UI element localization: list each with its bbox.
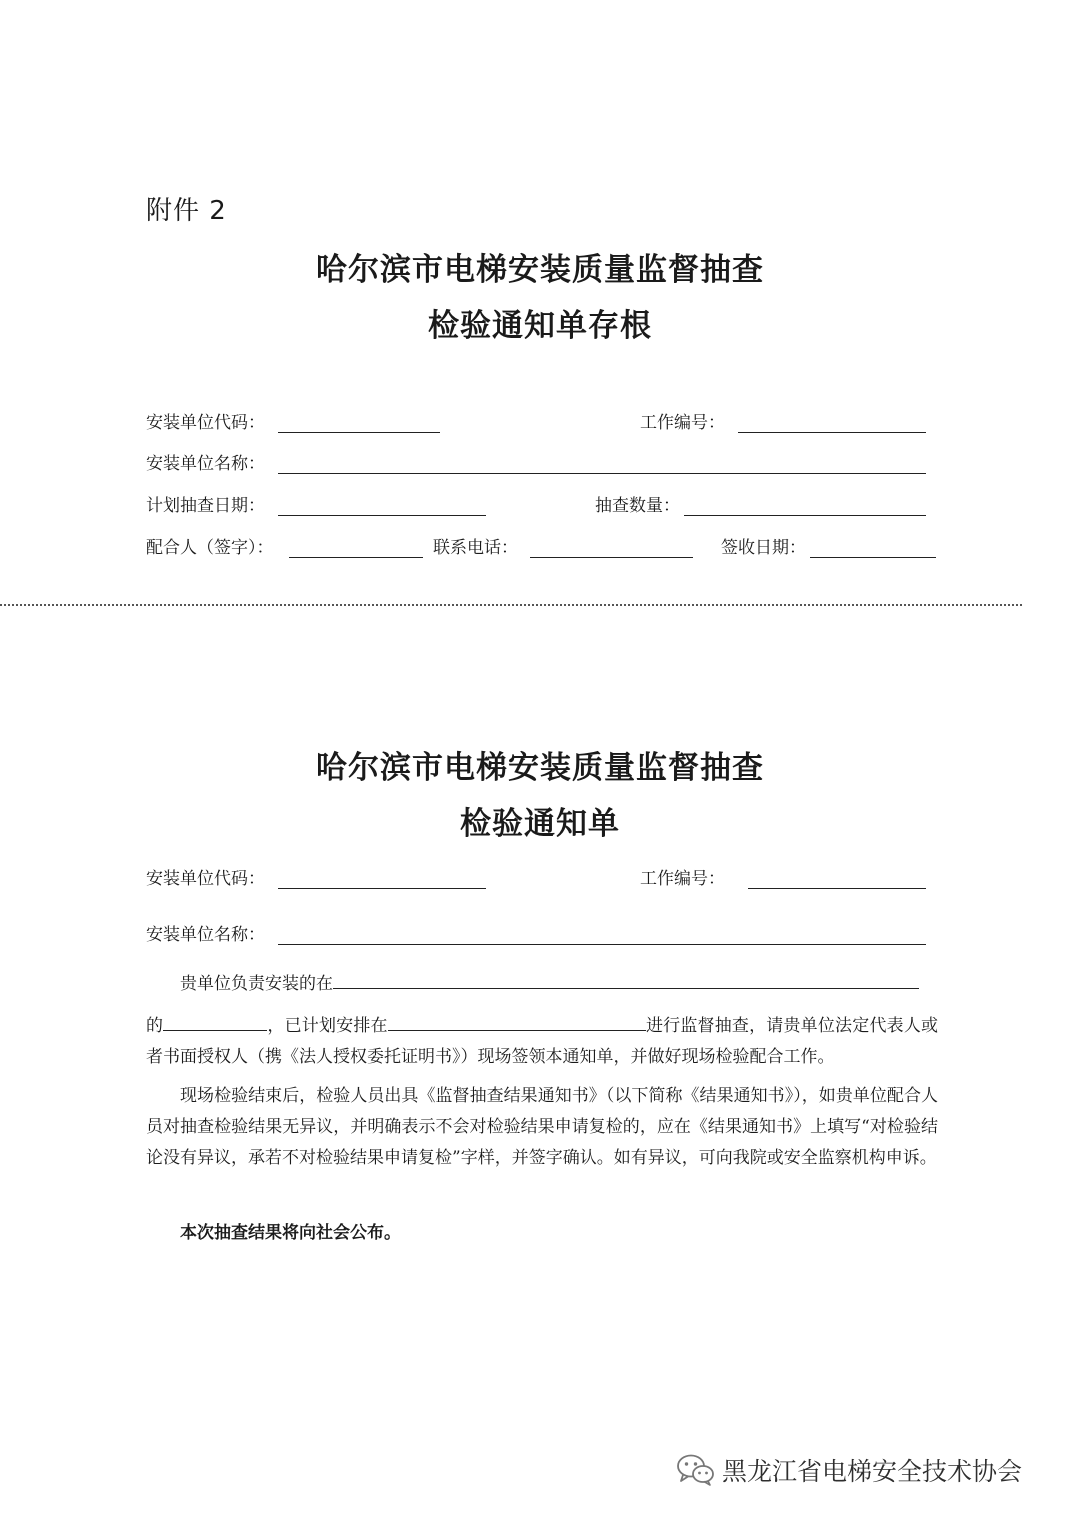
install-unit-name-field[interactable] <box>278 473 926 474</box>
notice-paragraph-1 <box>146 968 938 1000</box>
stub-row-2 <box>146 449 936 479</box>
planned-date-label: 计划抽查日期： <box>146 496 265 516</box>
notice-install-unit-code-field[interactable] <box>278 888 486 889</box>
schedule-date-field[interactable] <box>388 1010 646 1031</box>
install-unit-code-field[interactable] <box>278 432 440 433</box>
stub-row-1 <box>146 408 936 438</box>
contact-phone-field[interactable] <box>530 557 693 558</box>
paragraph-2-text-a: 的 <box>146 1016 164 1036</box>
notice-title-line1: 哈尔滨市电梯安装质量监督抽查 <box>316 750 764 786</box>
paragraph-2-text-b: ，已计划安排在 <box>267 1016 388 1036</box>
stub-title-line2: 检验通知单存根 <box>428 308 652 344</box>
cooperator-field[interactable] <box>289 557 423 558</box>
notice-install-unit-name-field[interactable] <box>278 944 926 945</box>
stub-row-3 <box>146 491 936 521</box>
work-number-label: 工作编号： <box>640 413 725 433</box>
watermark-text: 黑龙江省电梯安全技术协会 <box>722 1457 1023 1486</box>
contact-phone-label: 联系电话： <box>433 538 518 558</box>
attachment-label: 附件 2 <box>146 196 227 226</box>
paragraph-2-text-c: 进行监督抽查，请贵单位法定代表人或者书面授权人（携《法人授权委托证明书》）现场签领本通知单，并做好现场检验配合工作。 <box>146 1016 939 1067</box>
notice-work-number-label: 工作编号： <box>640 869 725 889</box>
receipt-date-label: 签收日期： <box>721 538 806 558</box>
wechat-icon <box>676 1453 714 1487</box>
notice-work-number-field[interactable] <box>748 888 926 889</box>
notice-title-line2: 检验通知单 <box>460 806 620 842</box>
wechat-watermark <box>676 1450 1022 1490</box>
location-field[interactable] <box>333 968 919 989</box>
notice-install-unit-name-label: 安装单位名称： <box>146 925 265 945</box>
paragraph-1-text: 贵单位负责安装的在 <box>180 974 333 994</box>
project-field[interactable] <box>163 1010 267 1031</box>
notice-install-unit-code-label: 安装单位代码： <box>146 869 265 889</box>
notice-paragraph-2 <box>146 1010 938 1073</box>
work-number-field[interactable] <box>738 432 926 433</box>
install-unit-code-label: 安装单位代码： <box>146 413 265 433</box>
notice-row-1 <box>146 864 936 894</box>
stub-row-4 <box>146 533 936 563</box>
install-unit-name-label: 安装单位名称： <box>146 454 265 474</box>
stub-title-line1: 哈尔滨市电梯安装质量监督抽查 <box>316 252 764 288</box>
sample-quantity-field[interactable] <box>684 515 926 516</box>
planned-date-field[interactable] <box>278 515 486 516</box>
notice-paragraph-4: 本次抽查结果将向社会公布。 <box>180 1223 401 1243</box>
notice-row-2 <box>146 920 936 950</box>
cooperator-label: 配合人（签字）： <box>146 538 274 558</box>
notice-paragraph-3: 现场检验结束后，检验人员出具《监督抽查结果通知书》（以下简称《结果通知书》），如贵单位配合人员对抽查检验结果无异议，并明确表示不会对检验结果申请复检的，应在《结果通知书》上填写“对检验结论没有异议，承若不对检验结果申请复检”字样，并签字确认。如有异议，可向我院或安全监察机构申诉。 <box>146 1086 938 1168</box>
sample-quantity-label: 抽查数量： <box>595 496 680 516</box>
cut-line-divider <box>0 604 1022 606</box>
receipt-date-field[interactable] <box>810 557 936 558</box>
